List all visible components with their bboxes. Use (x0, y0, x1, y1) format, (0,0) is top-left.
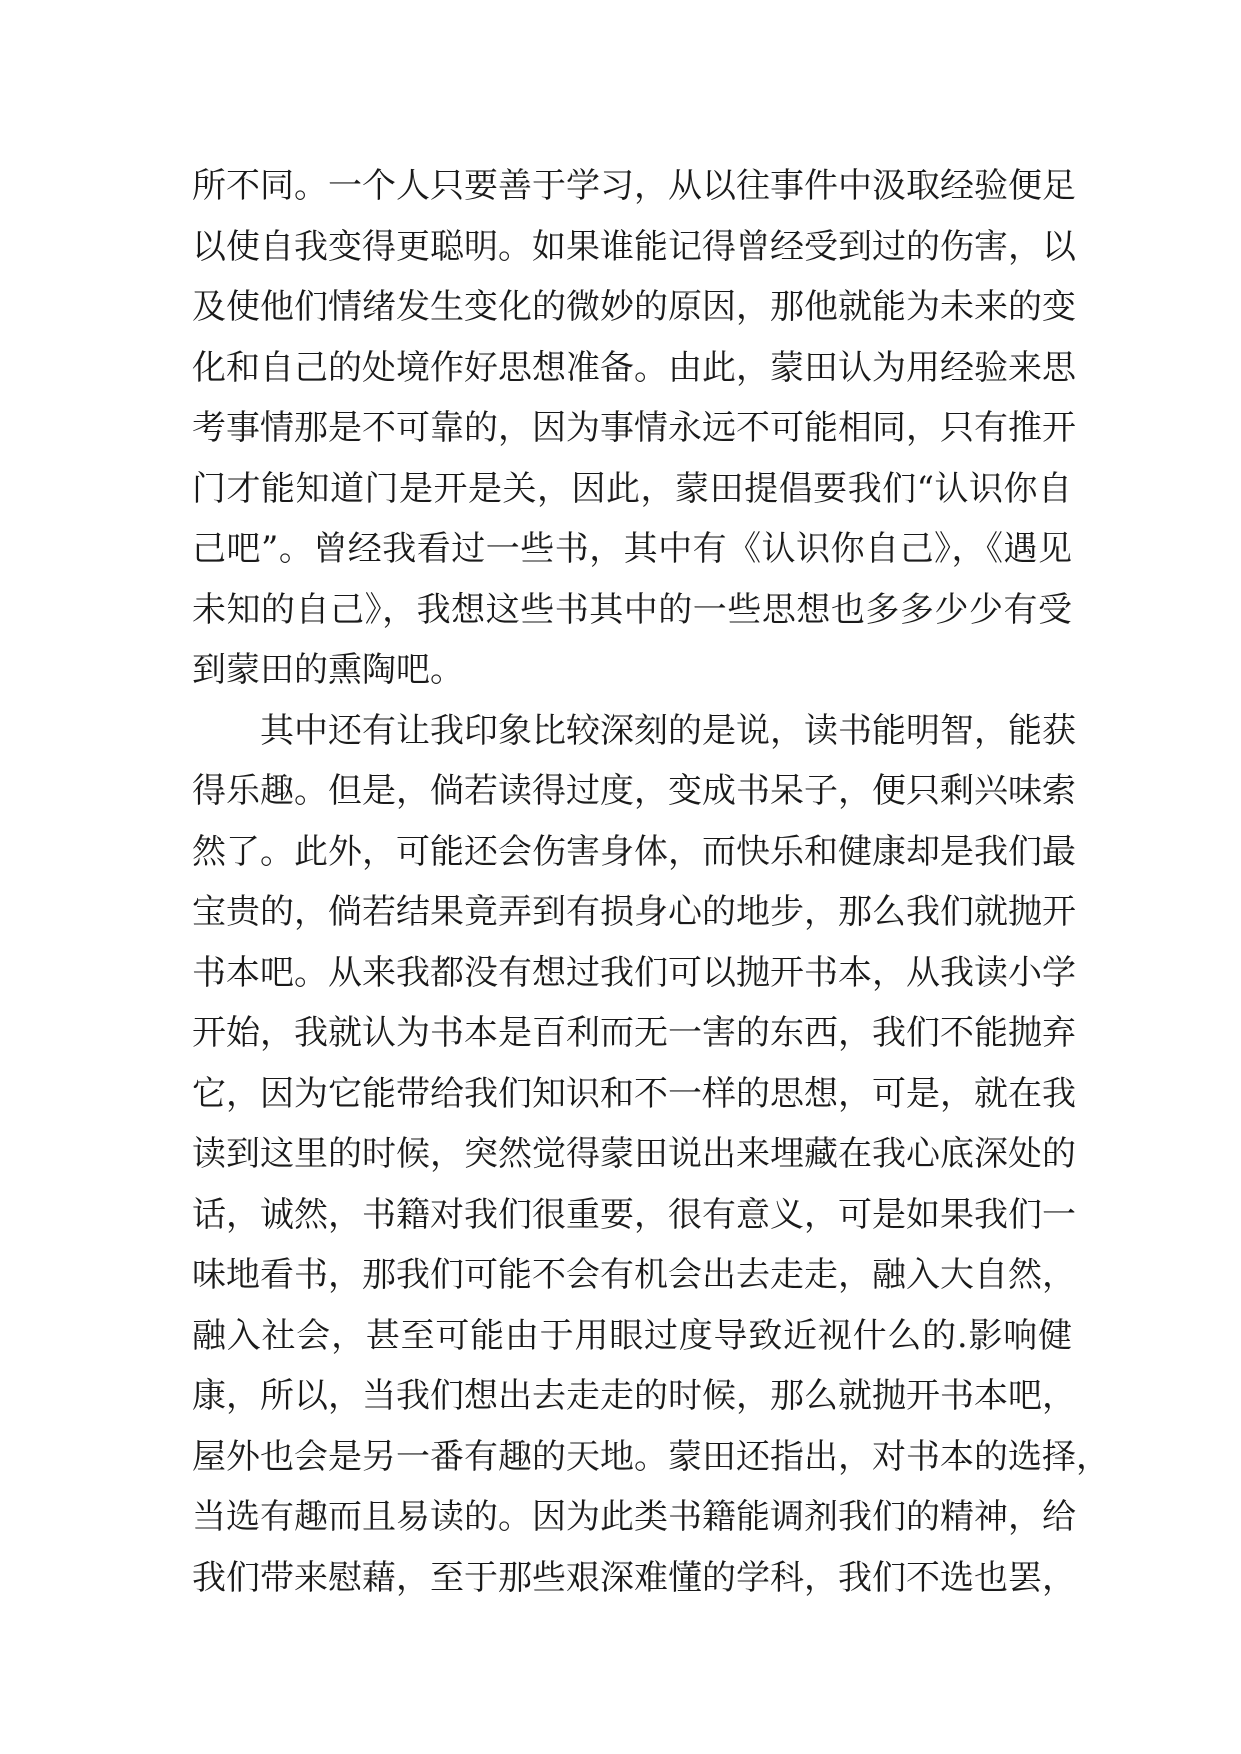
text-line: 然了。此外，可能还会伤害身体，而快乐和健康却是我们最 (192, 831, 1076, 872)
text-line: 当选有趣而且易读的。因为此类书籍能调剂我们的精神，给 (192, 1497, 1076, 1537)
text-line: 其中还有让我印象比较深刻的是说，读书能明智，能获 (260, 710, 1076, 751)
text-line: 所不同。一个人只要善于学习，从以往事件中汲取经验便足 (192, 166, 1076, 206)
text-line: 以使自我变得更聪明。如果谁能记得曾经受到过的伤害，以 (192, 226, 1076, 267)
text-line: 化和自己的处境作好思想准备。由此，蒙田认为用经验来思 (192, 347, 1076, 388)
text-line: 它，因为它能带给我们知识和不一样的思想，可是，就在我 (192, 1073, 1076, 1114)
text-line: 话，诚然，书籍对我们很重要，很有意义，可是如果我们一 (192, 1194, 1076, 1235)
document-body (192, 156, 1110, 1608)
text-line: 宝贵的，倘若结果竟弄到有损身心的地步，那么我们就抛开 (192, 892, 1076, 932)
text-line: 味地看书，那我们可能不会有机会出去走走，融入大自然， (192, 1255, 1076, 1295)
text-line: 考事情那是不可靠的，因为事情永远不可能相同，只有推开 (192, 408, 1076, 448)
text-line: 到蒙田的熏陶吧。 (192, 650, 464, 690)
text-line: 及使他们情绪发生变化的微妙的原因，那他就能为未来的变 (192, 287, 1076, 327)
text-line: 开始，我就认为书本是百利而无一害的东西，我们不能抛弃 (192, 1013, 1076, 1053)
text-line: 得乐趣。但是，倘若读得过度，变成书呆子，便只剩兴味索 (192, 771, 1076, 811)
text-line: 门才能知道门是开是关，因此，蒙田提倡要我们“认识你自 (192, 468, 1072, 509)
text-line: 融入社会，甚至可能由于用眼过度导致近视什么的.影响健 (192, 1315, 1072, 1356)
text-line: 己吧”。曾经我看过一些书，其中有《认识你自己》，《遇见 (192, 529, 1072, 569)
text-line: 康，所以，当我们想出去走走的时候，那么就抛开书本吧， (192, 1376, 1076, 1416)
text-line: 我们带来慰藉，至于那些艰深难懂的学科，我们不选也罢， (192, 1557, 1076, 1598)
text-line: 书本吧。从来我都没有想过我们可以抛开书本，从我读小学 (192, 952, 1076, 993)
text-line: 屋外也会是另一番有趣的天地。蒙田还指出，对书本的选择， (192, 1436, 1110, 1477)
text-line: 读到这里的时候，突然觉得蒙田说出来埋藏在我心底深处的 (192, 1134, 1076, 1174)
text-line: 未知的自己》，我想这些书其中的一些思想也多多少少有受 (192, 589, 1072, 630)
